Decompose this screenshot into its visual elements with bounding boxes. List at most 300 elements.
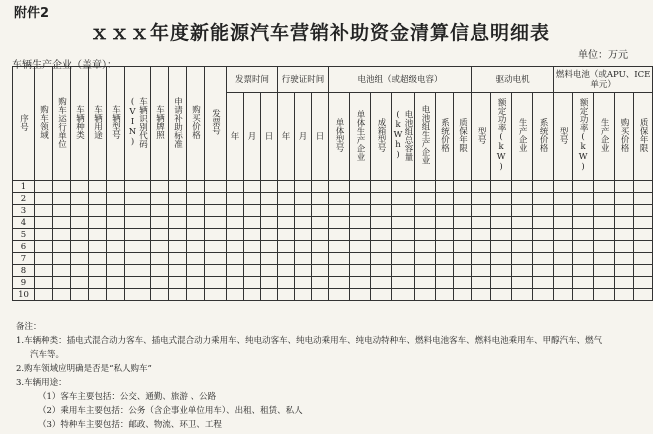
table-cell [89, 265, 107, 277]
col-bat-capacity: 电池组总容量(kWh) [392, 93, 415, 181]
table-row [13, 241, 653, 253]
col-motor-price: 系统价格 [533, 93, 554, 181]
table-cell [329, 193, 350, 205]
table-cell [634, 181, 653, 193]
table-cell [533, 277, 554, 289]
col-invoice-month: 月 [244, 93, 261, 181]
table-cell [554, 289, 573, 301]
table-cell [125, 241, 151, 253]
table-cell [533, 229, 554, 241]
table-cell [205, 289, 227, 301]
table-cell [125, 217, 151, 229]
table-cell [329, 229, 350, 241]
table-cell [71, 277, 89, 289]
table-cell [329, 181, 350, 193]
table-cell [491, 181, 512, 193]
table-cell [472, 217, 491, 229]
table-cell [278, 265, 295, 277]
note-2: 2.购车领域应明确是否是“私人购车” [16, 364, 152, 374]
table-cell [35, 241, 53, 253]
table-cell [615, 277, 634, 289]
note-3-1: （1）客车主要包括：公交、通勤、旅游 、公路 [38, 392, 217, 402]
table-cell [472, 265, 491, 277]
table-cell [169, 277, 187, 289]
table-cell [261, 205, 278, 217]
table-cell [244, 253, 261, 265]
table-cell [371, 193, 392, 205]
table-row [13, 181, 653, 193]
table-cell [615, 193, 634, 205]
table-cell [594, 181, 615, 193]
table-cell [151, 205, 169, 217]
table-cell [261, 277, 278, 289]
col-license-day: 日 [312, 93, 329, 181]
table-row [13, 253, 653, 265]
table-cell [615, 205, 634, 217]
table-cell [169, 229, 187, 241]
table-cell [71, 241, 89, 253]
table-cell [472, 277, 491, 289]
table-cell [261, 229, 278, 241]
table-cell [89, 229, 107, 241]
table-cell [594, 229, 615, 241]
table-cell [187, 253, 205, 265]
table-cell [512, 277, 533, 289]
row-number: 2 [13, 193, 35, 205]
table-cell [615, 241, 634, 253]
table-cell [107, 205, 125, 217]
col-bat-cell-model: 单体型号 [329, 93, 350, 181]
table-cell [53, 217, 71, 229]
table-cell [491, 289, 512, 301]
table-cell [573, 229, 594, 241]
col-battery: 电池组（或超级电容） [329, 67, 472, 93]
table-cell [125, 277, 151, 289]
table-cell [512, 265, 533, 277]
table-cell [35, 289, 53, 301]
table-cell [415, 229, 436, 241]
table-cell [35, 205, 53, 217]
table-cell [53, 193, 71, 205]
col-fc-price: 购买价格 [615, 93, 634, 181]
table-cell [594, 193, 615, 205]
table-cell [89, 253, 107, 265]
table-cell [329, 265, 350, 277]
table-cell [295, 277, 312, 289]
table-cell [615, 229, 634, 241]
table-cell [227, 265, 244, 277]
col-vehicle-type: 车辆种类 [71, 67, 89, 181]
table-cell [573, 277, 594, 289]
table-cell [35, 193, 53, 205]
table-cell [436, 181, 454, 193]
notes-title: 备注： [16, 322, 42, 332]
table-cell [205, 229, 227, 241]
table-cell [454, 217, 472, 229]
col-bat-pack-maker: 电池组生产企业 [415, 93, 436, 181]
table-cell [125, 193, 151, 205]
table-row [13, 205, 653, 217]
table-cell [71, 193, 89, 205]
table-cell [554, 241, 573, 253]
table-cell [295, 193, 312, 205]
table-cell [205, 193, 227, 205]
table-cell [554, 205, 573, 217]
table-cell [312, 241, 329, 253]
table-cell [554, 193, 573, 205]
table-cell [261, 217, 278, 229]
note-1: 1.车辆种类：插电式混合动力客车、插电式混合动力乘用车、纯电动客车、纯电动乘用车、纯电动特种车、燃料电池客车、燃料电池乘用车、甲醇汽车、燃气 [16, 336, 603, 346]
table-cell [71, 217, 89, 229]
table-cell [205, 241, 227, 253]
table-cell [53, 229, 71, 241]
table-cell [615, 253, 634, 265]
table-cell [261, 265, 278, 277]
table-cell [205, 217, 227, 229]
table-cell [312, 289, 329, 301]
table-cell [227, 181, 244, 193]
table-cell [278, 193, 295, 205]
table-cell [205, 277, 227, 289]
table-cell [615, 289, 634, 301]
table-cell [533, 241, 554, 253]
table-cell [261, 241, 278, 253]
table-cell [594, 205, 615, 217]
table-cell [312, 229, 329, 241]
col-license-month: 月 [295, 93, 312, 181]
table-cell [53, 181, 71, 193]
table-cell [392, 229, 415, 241]
table-cell [71, 229, 89, 241]
table-cell [35, 229, 53, 241]
table-cell [227, 229, 244, 241]
table-cell [329, 217, 350, 229]
table-cell [261, 253, 278, 265]
col-plate: 车辆牌照 [151, 67, 169, 181]
table-cell [125, 265, 151, 277]
table-cell [278, 217, 295, 229]
table-cell [491, 193, 512, 205]
table-cell [53, 265, 71, 277]
table-cell [491, 277, 512, 289]
note-1-cont: 汽车等。 [30, 350, 65, 360]
table-cell [169, 289, 187, 301]
table-cell [392, 265, 415, 277]
table-cell [89, 217, 107, 229]
table-cell [261, 181, 278, 193]
table-cell [634, 229, 653, 241]
col-fc-warranty: 质保年限 [634, 93, 653, 181]
page-title: ｘｘｘ年度新能源汽车营销补助资金清算信息明细表 [89, 22, 550, 44]
table-cell [244, 229, 261, 241]
table-cell [573, 217, 594, 229]
table-cell [436, 241, 454, 253]
table-cell [227, 217, 244, 229]
table-cell [89, 193, 107, 205]
table-cell [634, 241, 653, 253]
table-cell [533, 265, 554, 277]
table-cell [594, 265, 615, 277]
table-cell [454, 205, 472, 217]
table-cell [415, 241, 436, 253]
table-cell [187, 241, 205, 253]
table-cell [554, 253, 573, 265]
table-cell [169, 217, 187, 229]
table-cell [312, 205, 329, 217]
table-cell [350, 277, 371, 289]
table-cell [573, 205, 594, 217]
row-number: 5 [13, 229, 35, 241]
table-cell [436, 229, 454, 241]
row-number: 9 [13, 277, 35, 289]
table-cell [187, 181, 205, 193]
table-cell [278, 229, 295, 241]
table-cell [244, 265, 261, 277]
table-cell [573, 289, 594, 301]
table-cell [436, 205, 454, 217]
table-cell [244, 241, 261, 253]
table-cell [89, 181, 107, 193]
table-cell [295, 217, 312, 229]
table-cell [329, 277, 350, 289]
table-cell [533, 217, 554, 229]
attachment-label: 附件2 [14, 6, 50, 21]
table-cell [415, 277, 436, 289]
table-cell [554, 265, 573, 277]
table-cell [615, 265, 634, 277]
table-cell [125, 205, 151, 217]
table-cell [53, 241, 71, 253]
table-cell [634, 253, 653, 265]
table-row [13, 289, 653, 301]
notes-section [16, 320, 626, 432]
table-cell [371, 241, 392, 253]
table-cell [329, 241, 350, 253]
table-cell [472, 181, 491, 193]
table-cell [71, 205, 89, 217]
table-cell [415, 205, 436, 217]
table-cell [350, 253, 371, 265]
table-cell [278, 241, 295, 253]
table-cell [107, 253, 125, 265]
table-row [13, 193, 653, 205]
col-motor-model: 型号 [472, 93, 491, 181]
table-cell [472, 205, 491, 217]
table-cell [151, 181, 169, 193]
table-cell [371, 217, 392, 229]
table-cell [35, 217, 53, 229]
table-cell [554, 277, 573, 289]
table-cell [125, 229, 151, 241]
table-cell [415, 217, 436, 229]
table-cell [573, 193, 594, 205]
table-cell [295, 265, 312, 277]
table-cell [491, 265, 512, 277]
table-cell [472, 193, 491, 205]
table-cell [278, 205, 295, 217]
note-3: 3.车辆用途： [16, 378, 67, 388]
col-motor-power: 额定功率(kW) [491, 93, 512, 181]
table-cell [634, 217, 653, 229]
table-cell [244, 205, 261, 217]
table-cell [491, 205, 512, 217]
table-cell [71, 181, 89, 193]
col-drive-motor: 驱动电机 [472, 67, 554, 93]
table-cell [573, 241, 594, 253]
table-cell [71, 289, 89, 301]
col-price: 购买价格 [187, 67, 205, 181]
table-cell [227, 289, 244, 301]
row-number: 10 [13, 289, 35, 301]
table-cell [53, 277, 71, 289]
table-cell [350, 265, 371, 277]
table-cell [392, 217, 415, 229]
table-cell [512, 241, 533, 253]
table-cell [187, 277, 205, 289]
col-operator: 购车运行单位 [53, 67, 71, 181]
table-cell [554, 229, 573, 241]
table-cell [107, 181, 125, 193]
table-cell [454, 181, 472, 193]
table-cell [187, 289, 205, 301]
table-cell [454, 193, 472, 205]
table-cell [227, 205, 244, 217]
detail-table [12, 66, 653, 301]
row-number: 1 [13, 181, 35, 193]
table-cell [634, 289, 653, 301]
table-cell [89, 205, 107, 217]
table-cell [415, 289, 436, 301]
table-cell [227, 193, 244, 205]
table-cell [594, 253, 615, 265]
table-cell [151, 265, 169, 277]
table-cell [125, 181, 151, 193]
table-cell [169, 265, 187, 277]
table-cell [371, 277, 392, 289]
table-cell [533, 181, 554, 193]
table-cell [472, 241, 491, 253]
table-cell [169, 193, 187, 205]
table-cell [533, 289, 554, 301]
table-cell [151, 229, 169, 241]
table-cell [454, 241, 472, 253]
table-cell [436, 217, 454, 229]
table-cell [350, 217, 371, 229]
table-cell [53, 289, 71, 301]
col-license-time: 行驶证时间 [278, 67, 329, 93]
table-cell [436, 265, 454, 277]
table-cell [371, 289, 392, 301]
table-cell [107, 241, 125, 253]
table-cell [71, 253, 89, 265]
table-cell [436, 253, 454, 265]
table-cell [295, 253, 312, 265]
table-cell [533, 253, 554, 265]
table-cell [594, 277, 615, 289]
table-cell [329, 289, 350, 301]
table-row [13, 277, 653, 289]
note-3-3: （3）特种车主要包括：邮政、物流、环卫、工程 [38, 420, 222, 430]
table-cell [415, 181, 436, 193]
table-cell [89, 277, 107, 289]
col-model: 车辆型号 [107, 67, 125, 181]
col-subsidy-std: 申请补助标准 [169, 67, 187, 181]
row-number: 4 [13, 217, 35, 229]
col-license-year: 年 [278, 93, 295, 181]
table-cell [89, 289, 107, 301]
table-cell [151, 253, 169, 265]
col-purchase-field: 购车领域 [35, 67, 53, 181]
table-cell [107, 193, 125, 205]
table-cell [295, 229, 312, 241]
table-cell [436, 289, 454, 301]
table-cell [169, 253, 187, 265]
row-number: 7 [13, 253, 35, 265]
table-cell [392, 241, 415, 253]
col-bat-cell-maker: 单体生产企业 [350, 93, 371, 181]
table-cell [329, 253, 350, 265]
table-cell [491, 253, 512, 265]
table-cell [35, 253, 53, 265]
table-cell [594, 289, 615, 301]
table-cell [261, 193, 278, 205]
table-cell [594, 217, 615, 229]
table-cell [53, 253, 71, 265]
table-row [13, 229, 653, 241]
table-cell [295, 181, 312, 193]
table-cell [392, 205, 415, 217]
table-cell [512, 217, 533, 229]
col-usage: 车辆用途 [89, 67, 107, 181]
table-cell [295, 205, 312, 217]
table-cell [107, 229, 125, 241]
table-cell [371, 265, 392, 277]
table-cell [491, 217, 512, 229]
table-cell [227, 277, 244, 289]
table-cell [350, 289, 371, 301]
table-cell [634, 193, 653, 205]
col-motor-maker: 生产企业 [512, 93, 533, 181]
table-cell [107, 277, 125, 289]
table-cell [261, 289, 278, 301]
table-cell [312, 181, 329, 193]
table-cell [35, 277, 53, 289]
table-cell [151, 289, 169, 301]
table-cell [151, 277, 169, 289]
table-cell [436, 277, 454, 289]
table-cell [472, 289, 491, 301]
table-cell [244, 181, 261, 193]
table-cell [472, 253, 491, 265]
table-cell [169, 181, 187, 193]
table-cell [227, 253, 244, 265]
row-number: 6 [13, 241, 35, 253]
table-cell [187, 265, 205, 277]
table-cell [512, 181, 533, 193]
table-cell [350, 241, 371, 253]
table-cell [125, 253, 151, 265]
col-vin: 车辆识别代码(VIN) [125, 67, 151, 181]
table-cell [392, 289, 415, 301]
table-cell [107, 265, 125, 277]
table-cell [244, 193, 261, 205]
table-cell [594, 241, 615, 253]
table-cell [244, 289, 261, 301]
table-cell [205, 265, 227, 277]
col-fc-maker: 生产企业 [594, 93, 615, 181]
table-cell [454, 289, 472, 301]
col-invoice-time: 发票时间 [227, 67, 278, 93]
